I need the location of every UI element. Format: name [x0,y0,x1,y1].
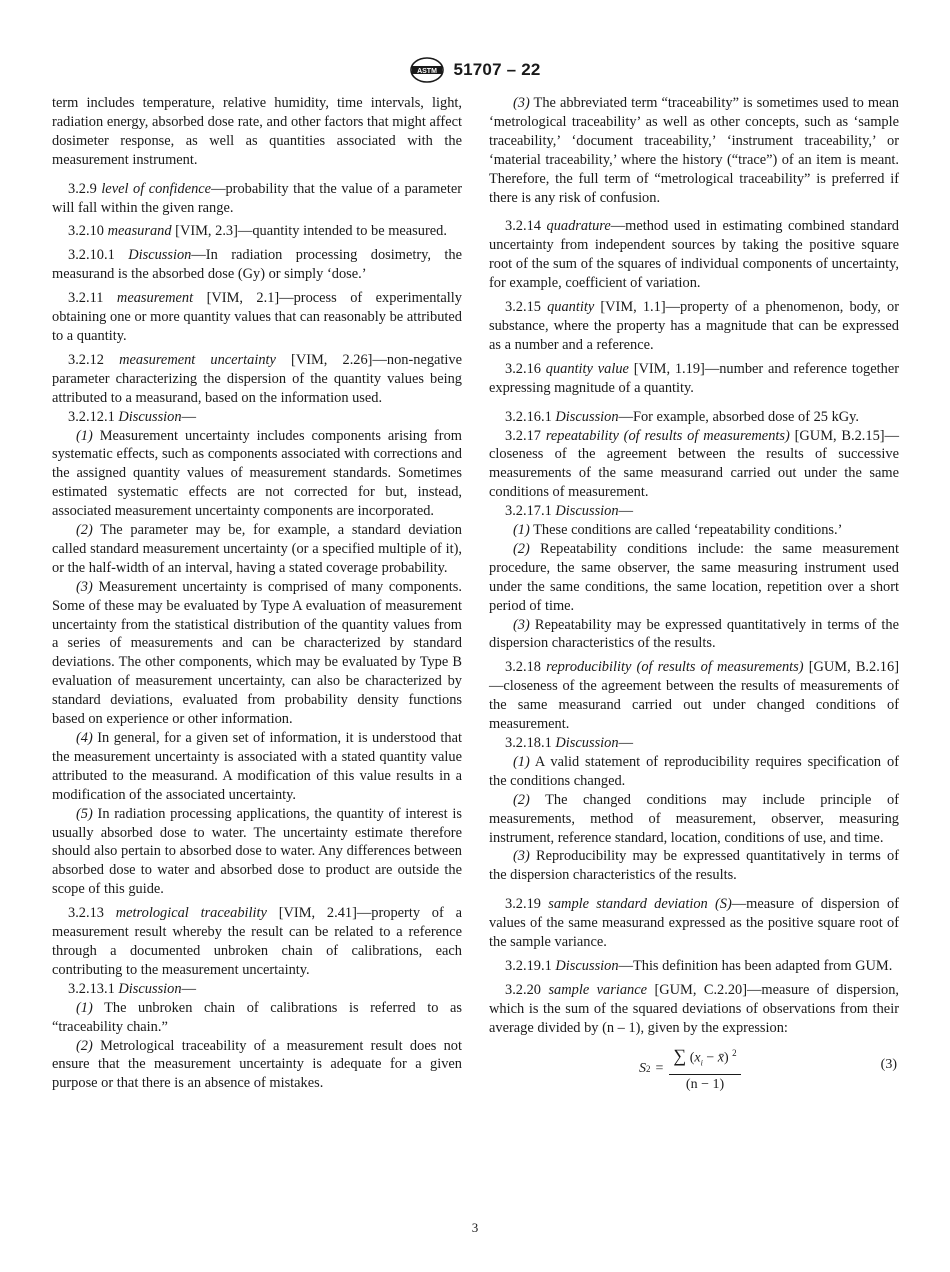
definition-3-2-14: 3.2.14 quadrature—method used in estimating combined standard uncertainty from independent sources by taking the positive square root of the sum of the squares of individual components of uncertainty, for example, coefficient of variation. [489,218,899,292]
discussion-3-2-10-1: 3.2.10.1 Discussion—In radiation processing dosimetry, the measurand is the absorbed dose (Gy) or simply ‘dose.’ [52,247,462,283]
note-item: (2) The changed conditions may include principle of measurements, method of measurement, observer, measuring instrument, reference standard, location, conditions of use, and time. [489,791,899,846]
note-item: (3) The abbreviated term “traceability” is sometimes used to mean ‘metrological traceability’ as well as other concepts, such as ‘sample traceability,’ ‘document traceability,’ ‘instrument traceability,’ or ‘material traceability,’ where the history (“trace”) of an item is meant. Therefore, the full term of “metrological traceability” is preferred if there is any risk of confusion. [489,95,899,206]
definition-3-2-9: 3.2.9 level of confidence—probability that the value of a parameter will fall within the given range. [52,180,462,216]
definition-3-2-10: 3.2.10 measurand [VIM, 2.3]—quantity intended to be measured. [68,223,447,240]
note-item: (5) In radiation processing applications, the quantity of interest is usually absorbed dose to water. The uncertainty estimate therefore should also pertain to absorbed dose to water. Any differences between absorbed dose to water and absorbed dose to product are outside the scope of this guide. [52,805,462,898]
discussion-3-2-13-1: 3.2.13.1 Discussion— [68,980,196,997]
left-column [52,94,462,1093]
discussion-3-2-18-1: 3.2.18.1 Discussion— [505,735,633,751]
page-header [0,55,950,85]
astm-logo-icon [409,56,445,84]
definition-3-2-16: 3.2.16 quantity value [VIM, 1.19]—number and reference together expressing magnitude of a quantity. [489,360,899,396]
note-item: (3) Reproducibility may be expressed quantitatively in terms of the dispersion characteristics of the results. [489,848,899,884]
note-item: (1) Measurement uncertainty includes components arising from systematic effects, such as components associated with corrections and the assigned quantity values of measurement standards. Sometimes estimated systematic effects are not corrected for but, instead, associated measurement uncertainty components are incorporated. [52,427,462,520]
definition-3-2-15: 3.2.15 quantity [VIM, 1.1]—property of a phenomenon, body, or substance, where the property has a magnitude that can be expressed as a number and a reference. [489,299,899,353]
note-item: (4) In general, for a given set of information, it is understood that the measurement uncertainty is associated with a stated quantity value attributed to the measurand. A modification of this value results in a modification of the associated uncertainty. [52,730,462,803]
equation-3 [489,1044,899,1092]
discussion-3-2-16-1: 3.2.16.1 Discussion—For example, absorbed dose of 25 kGy. [505,408,860,425]
equation-body: S 2 = $\frac{\sum (x_i - x̄) ^2}{(n - 1)}$ [639,1044,741,1095]
right-column [489,94,899,1092]
discussion-3-2-12-1: 3.2.12.1 Discussion— [68,408,196,425]
definition-3-2-19: 3.2.19 sample standard deviation (S)—measure of dispersion of values of the same measurand expressed as the positive square root of the sample variance. [489,896,899,951]
continued-paragraph: term includes temperature, relative humidity, time intervals, light, radiation energy, absorbed dose rate, and other factors that might affect dosimeter response, as well as quantities associated with the measurement instrument. [52,95,462,168]
equation-fraction: $\frac{\sum (x_i - x̄) ^2}{(n - 1)}$ [669,1044,740,1095]
note-item: (1) The unbroken chain of calibrations is referred to as “traceability chain.” [52,999,462,1035]
svg-text:ASTM: ASTM [417,68,438,75]
definition-3-2-11: 3.2.11 measurement [VIM, 2.1]—process of experimentally obtaining one or more quantity values that can reasonably be attributed to a quantity. [52,290,462,344]
note-item: (3) Measurement uncertainty is comprised of many components. Some of these may be evaluated by Type A evaluation of measurement uncertainty from the statistical distribution of the quantity values from a series of measurements and can be characterized by standard deviations. The other components, which may be evaluated by Type B evaluation of measurement uncertainty, can also be characterized by standard deviations, evaluated from probability density functions based on experience or other information. [52,578,462,728]
page-number: 3 [471,1220,479,1235]
definition-3-2-20: 3.2.20 sample variance [GUM, C.2.20]—measure of dispersion, which is the sum of the squared deviations of observations from their average divided by (n – 1), given by the expression: [489,981,899,1036]
note-item: (3) Repeatability may be expressed quantitatively in terms of the dispersion characteristics of the results. [489,616,899,652]
note-item: (2) Metrological traceability of a measurement result does not ensure that the measurement uncertainty is adequate for a given purpose or that there is an absence of mistakes. [52,1037,462,1092]
equation-number: (3) [880,1056,897,1072]
note-item: (1) A valid statement of reproducibility requires specification of the conditions changed. [489,753,899,789]
note-item: (1) These conditions are called ‘repeatability conditions.’ [513,522,843,539]
definition-3-2-18: 3.2.18 reproducibility (of results of measurements) [GUM, B.2.16]—closeness of the agreement between the results of measurements of the same measurand carried out under changed conditions of measurement. [489,659,899,733]
definition-3-2-12: 3.2.12 measurement uncertainty [VIM, 2.26]—non-negative parameter characterizing the dispersion of the quantity values being attributed to a measurand, based on the information used. [52,351,462,406]
note-item: (2) Repeatability conditions include: the same measurement procedure, the same observer, the same measuring instrument used under the same conditions, the same location, repetition over a short period of time. [489,540,899,614]
discussion-3-2-17-1: 3.2.17.1 Discussion— [505,503,633,520]
definition-3-2-17: 3.2.17 repeatability (of results of measurements) [GUM, B.2.15]—closeness of the agreement between the results of successive measurements of the same measurand carried out under the same conditions of measurement. [489,427,899,501]
discussion-3-2-19-1: 3.2.19.1 Discussion—This definition has been adapted from GUM. [505,957,893,974]
note-item: (2) The parameter may be, for example, a standard deviation called standard measurement uncertainty (or a specified multiple of it), or the half-width of an interval, having a stated coverage probability. [52,522,462,576]
standard-number: 51707 – 22 [453,60,541,79]
definition-3-2-13: 3.2.13 metrological traceability [VIM, 2.41]—property of a measurement result whereby the result can be related to a reference through a documented unbroken chain of calibrations, each contributing to the measurement uncertainty. [52,905,462,978]
